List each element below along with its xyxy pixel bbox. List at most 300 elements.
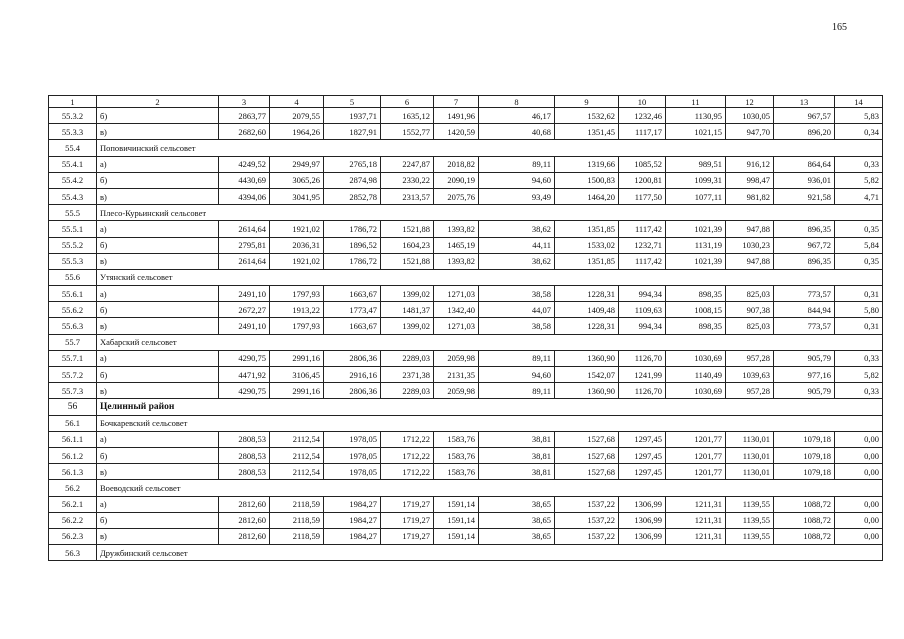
- cell-value: 1342,40: [434, 302, 479, 318]
- row-code: 56.2.3: [49, 528, 97, 544]
- cell-value: 38,62: [479, 221, 555, 237]
- cell-value: 93,49: [479, 188, 555, 204]
- cell-value: 2874,98: [324, 172, 381, 188]
- cell-value: 773,57: [774, 318, 835, 334]
- row-code: 56.2: [49, 480, 97, 496]
- cell-value: 1719,27: [381, 528, 434, 544]
- cell-value: 1591,14: [434, 496, 479, 512]
- cell-value: 1399,02: [381, 286, 434, 302]
- section-title: Дружбинский сельсовет: [97, 545, 883, 561]
- cell-value: 2371,38: [381, 367, 434, 383]
- column-number: 7: [434, 96, 479, 108]
- cell-value: 38,81: [479, 431, 555, 447]
- cell-value: 2949,97: [270, 156, 324, 172]
- cell-value: 1984,27: [324, 528, 381, 544]
- cell-value: 1030,05: [726, 108, 774, 124]
- row-code: 55.5: [49, 205, 97, 221]
- cell-value: 1139,55: [726, 528, 774, 544]
- cell-value: 1537,22: [555, 496, 619, 512]
- row-code: 56.1.1: [49, 431, 97, 447]
- cell-value: 1351,85: [555, 253, 619, 269]
- cell-value: 947,88: [726, 253, 774, 269]
- cell-value: 4430,69: [219, 172, 270, 188]
- page-number: 165: [832, 22, 847, 33]
- row-code: 55.3.3: [49, 124, 97, 140]
- cell-value: 2289,03: [381, 383, 434, 399]
- cell-value: 2491,10: [219, 318, 270, 334]
- cell-value: 947,88: [726, 221, 774, 237]
- row-variant: а): [97, 350, 219, 366]
- cell-value: 2313,57: [381, 188, 434, 204]
- cell-value: 1079,18: [774, 464, 835, 480]
- cell-value: 2812,60: [219, 528, 270, 544]
- cell-value: 1139,55: [726, 512, 774, 528]
- cell-value: 2806,36: [324, 350, 381, 366]
- cell-value: 2808,53: [219, 464, 270, 480]
- district-row: [49, 399, 883, 415]
- row-code: 55.6: [49, 269, 97, 285]
- table-row: [49, 383, 883, 399]
- cell-value: 2852,78: [324, 188, 381, 204]
- cell-value: 1719,27: [381, 512, 434, 528]
- cell-value: 1140,49: [666, 367, 726, 383]
- cell-value: 1030,69: [666, 383, 726, 399]
- cell-value: 1201,77: [666, 447, 726, 463]
- row-code: 56.2.2: [49, 512, 97, 528]
- cell-value: 38,65: [479, 496, 555, 512]
- cell-value: 89,11: [479, 383, 555, 399]
- cell-value: 1420,59: [434, 124, 479, 140]
- cell-value: 5,80: [835, 302, 883, 318]
- cell-value: 1211,31: [666, 528, 726, 544]
- row-variant: в): [97, 528, 219, 544]
- table-row: [49, 188, 883, 204]
- column-number: 3: [219, 96, 270, 108]
- cell-value: 1271,03: [434, 286, 479, 302]
- cell-value: 38,58: [479, 318, 555, 334]
- cell-value: 1228,31: [555, 286, 619, 302]
- section-row: [49, 415, 883, 431]
- district-title: Целинный район: [97, 399, 883, 415]
- section-row: [49, 334, 883, 350]
- cell-value: 1306,99: [619, 512, 666, 528]
- column-number: 4: [270, 96, 324, 108]
- cell-value: 1109,63: [619, 302, 666, 318]
- cell-value: 0,33: [835, 350, 883, 366]
- cell-value: 1978,05: [324, 447, 381, 463]
- cell-value: 2112,54: [270, 431, 324, 447]
- row-variant: б): [97, 172, 219, 188]
- cell-value: 2079,55: [270, 108, 324, 124]
- cell-value: 0,00: [835, 447, 883, 463]
- cell-value: 2289,03: [381, 350, 434, 366]
- cell-value: 998,47: [726, 172, 774, 188]
- row-code: 56.3: [49, 545, 97, 561]
- row-variant: б): [97, 447, 219, 463]
- row-variant: а): [97, 496, 219, 512]
- cell-value: 896,35: [774, 253, 835, 269]
- row-code: 55.7.1: [49, 350, 97, 366]
- cell-value: 2075,76: [434, 188, 479, 204]
- cell-value: 1077,11: [666, 188, 726, 204]
- cell-value: 957,28: [726, 350, 774, 366]
- cell-value: 1527,68: [555, 431, 619, 447]
- cell-value: 1126,70: [619, 350, 666, 366]
- cell-value: 1351,45: [555, 124, 619, 140]
- cell-value: 0,00: [835, 512, 883, 528]
- cell-value: 1130,01: [726, 447, 774, 463]
- cell-value: 2672,27: [219, 302, 270, 318]
- cell-value: 864,64: [774, 156, 835, 172]
- cell-value: 1139,55: [726, 496, 774, 512]
- cell-value: 1937,71: [324, 108, 381, 124]
- cell-value: 3106,45: [270, 367, 324, 383]
- cell-value: 1030,23: [726, 237, 774, 253]
- cell-value: 4290,75: [219, 383, 270, 399]
- cell-value: 1797,93: [270, 318, 324, 334]
- section-row: [49, 269, 883, 285]
- cell-value: 38,65: [479, 512, 555, 528]
- cell-value: 825,03: [726, 318, 774, 334]
- cell-value: 916,12: [726, 156, 774, 172]
- cell-value: 989,51: [666, 156, 726, 172]
- cell-value: 1030,69: [666, 350, 726, 366]
- cell-value: 0,31: [835, 318, 883, 334]
- cell-value: 1521,88: [381, 221, 434, 237]
- cell-value: 1527,68: [555, 464, 619, 480]
- cell-value: 1964,26: [270, 124, 324, 140]
- cell-value: 1786,72: [324, 253, 381, 269]
- cell-value: 38,81: [479, 464, 555, 480]
- cell-value: 1039,63: [726, 367, 774, 383]
- row-variant: в): [97, 188, 219, 204]
- cell-value: 1130,01: [726, 431, 774, 447]
- cell-value: 1211,31: [666, 496, 726, 512]
- row-code: 56.1.2: [49, 447, 97, 463]
- column-number: 1: [49, 96, 97, 108]
- cell-value: 5,82: [835, 367, 883, 383]
- cell-value: 1088,72: [774, 496, 835, 512]
- row-variant: б): [97, 367, 219, 383]
- cell-value: 4,71: [835, 188, 883, 204]
- cell-value: 1130,95: [666, 108, 726, 124]
- cell-value: 898,35: [666, 286, 726, 302]
- cell-value: 0,35: [835, 221, 883, 237]
- cell-value: 1465,19: [434, 237, 479, 253]
- row-code: 55.7.3: [49, 383, 97, 399]
- cell-value: 2330,22: [381, 172, 434, 188]
- cell-value: 1130,01: [726, 464, 774, 480]
- table-row: [49, 528, 883, 544]
- cell-value: 1360,90: [555, 350, 619, 366]
- cell-value: 1241,99: [619, 367, 666, 383]
- cell-value: 994,34: [619, 318, 666, 334]
- row-code: 55.5.1: [49, 221, 97, 237]
- row-code: 56.1: [49, 415, 97, 431]
- row-variant: в): [97, 383, 219, 399]
- cell-value: 0,31: [835, 286, 883, 302]
- cell-value: 94,60: [479, 367, 555, 383]
- section-title: Бочкаревский сельсовет: [97, 415, 883, 431]
- cell-value: 1126,70: [619, 383, 666, 399]
- column-number: 6: [381, 96, 434, 108]
- cell-value: 1537,22: [555, 528, 619, 544]
- cell-value: 1978,05: [324, 464, 381, 480]
- cell-value: 1117,42: [619, 253, 666, 269]
- cell-value: 896,35: [774, 221, 835, 237]
- cell-value: 0,33: [835, 383, 883, 399]
- column-number: 8: [479, 96, 555, 108]
- cell-value: 4249,52: [219, 156, 270, 172]
- cell-value: 1663,67: [324, 318, 381, 334]
- section-row: [49, 205, 883, 221]
- row-code: 55.7: [49, 334, 97, 350]
- cell-value: 1200,81: [619, 172, 666, 188]
- table-row: [49, 221, 883, 237]
- cell-value: 967,57: [774, 108, 835, 124]
- cell-value: 1399,02: [381, 318, 434, 334]
- cell-value: 994,34: [619, 286, 666, 302]
- cell-value: 2765,18: [324, 156, 381, 172]
- cell-value: 2131,35: [434, 367, 479, 383]
- row-code: 55.4.2: [49, 172, 97, 188]
- cell-value: 1527,68: [555, 447, 619, 463]
- cell-value: 936,01: [774, 172, 835, 188]
- cell-value: 1228,31: [555, 318, 619, 334]
- cell-value: 1079,18: [774, 447, 835, 463]
- cell-value: 1663,67: [324, 286, 381, 302]
- cell-value: 1232,46: [619, 108, 666, 124]
- cell-value: 2808,53: [219, 447, 270, 463]
- column-number: 13: [774, 96, 835, 108]
- cell-value: 1201,77: [666, 464, 726, 480]
- row-code: 55.6.3: [49, 318, 97, 334]
- cell-value: 5,83: [835, 108, 883, 124]
- cell-value: 1712,22: [381, 447, 434, 463]
- cell-value: 1913,22: [270, 302, 324, 318]
- row-code: 55.6.1: [49, 286, 97, 302]
- cell-value: 1306,99: [619, 496, 666, 512]
- cell-value: 2112,54: [270, 447, 324, 463]
- cell-value: 2491,10: [219, 286, 270, 302]
- row-code: 55.6.2: [49, 302, 97, 318]
- cell-value: 2682,60: [219, 124, 270, 140]
- cell-value: 1533,02: [555, 237, 619, 253]
- cell-value: 1532,62: [555, 108, 619, 124]
- cell-value: 1393,82: [434, 221, 479, 237]
- cell-value: 2614,64: [219, 253, 270, 269]
- cell-value: 38,65: [479, 528, 555, 544]
- table-row: [49, 431, 883, 447]
- table-row: [49, 512, 883, 528]
- cell-value: 773,57: [774, 286, 835, 302]
- table-row: [49, 286, 883, 302]
- cell-value: 1583,76: [434, 464, 479, 480]
- cell-value: 1306,99: [619, 528, 666, 544]
- cell-value: 1088,72: [774, 528, 835, 544]
- cell-value: 1984,27: [324, 496, 381, 512]
- row-code: 55.5.2: [49, 237, 97, 253]
- table-row: [49, 350, 883, 366]
- cell-value: 1921,02: [270, 221, 324, 237]
- row-code: 55.4.3: [49, 188, 97, 204]
- cell-value: 1978,05: [324, 431, 381, 447]
- cell-value: 2090,19: [434, 172, 479, 188]
- row-code: 55.5.3: [49, 253, 97, 269]
- cell-value: 2991,16: [270, 383, 324, 399]
- cell-value: 1319,66: [555, 156, 619, 172]
- cell-value: 2806,36: [324, 383, 381, 399]
- section-title: Хабарский сельсовет: [97, 334, 883, 350]
- cell-value: 44,11: [479, 237, 555, 253]
- cell-value: 1491,96: [434, 108, 479, 124]
- row-code: 56.2.1: [49, 496, 97, 512]
- cell-value: 1393,82: [434, 253, 479, 269]
- cell-value: 1786,72: [324, 221, 381, 237]
- cell-value: 921,58: [774, 188, 835, 204]
- cell-value: 1085,52: [619, 156, 666, 172]
- cell-value: 977,16: [774, 367, 835, 383]
- cell-value: 40,68: [479, 124, 555, 140]
- table-row: [49, 318, 883, 334]
- section-title: Утянский сельсовет: [97, 269, 883, 285]
- cell-value: 1712,22: [381, 464, 434, 480]
- cell-value: 4471,92: [219, 367, 270, 383]
- cell-value: 1500,83: [555, 172, 619, 188]
- cell-value: 2036,31: [270, 237, 324, 253]
- column-number: 11: [666, 96, 726, 108]
- cell-value: 2112,54: [270, 464, 324, 480]
- row-variant: в): [97, 253, 219, 269]
- section-row: [49, 545, 883, 561]
- cell-value: 1297,45: [619, 447, 666, 463]
- row-variant: б): [97, 108, 219, 124]
- cell-value: 2808,53: [219, 431, 270, 447]
- cell-value: 1481,37: [381, 302, 434, 318]
- cell-value: 1712,22: [381, 431, 434, 447]
- cell-value: 1177,50: [619, 188, 666, 204]
- cell-value: 1297,45: [619, 464, 666, 480]
- section-row: [49, 140, 883, 156]
- cell-value: 967,72: [774, 237, 835, 253]
- cell-value: 1297,45: [619, 431, 666, 447]
- cell-value: 89,11: [479, 350, 555, 366]
- row-variant: а): [97, 431, 219, 447]
- cell-value: 1117,17: [619, 124, 666, 140]
- cell-value: 2118,59: [270, 512, 324, 528]
- cell-value: 3041,95: [270, 188, 324, 204]
- cell-value: 1827,91: [324, 124, 381, 140]
- cell-value: 1521,88: [381, 253, 434, 269]
- cell-value: 5,84: [835, 237, 883, 253]
- cell-value: 1099,31: [666, 172, 726, 188]
- cell-value: 844,94: [774, 302, 835, 318]
- column-number: 10: [619, 96, 666, 108]
- cell-value: 4394,06: [219, 188, 270, 204]
- cell-value: 2018,82: [434, 156, 479, 172]
- column-number: 14: [835, 96, 883, 108]
- table-row: [49, 124, 883, 140]
- row-variant: б): [97, 237, 219, 253]
- cell-value: 2863,77: [219, 108, 270, 124]
- row-code: 55.4.1: [49, 156, 97, 172]
- table-body: [49, 96, 883, 561]
- row-code: 55.7.2: [49, 367, 97, 383]
- cell-value: 2812,60: [219, 512, 270, 528]
- cell-value: 1211,31: [666, 512, 726, 528]
- cell-value: 2991,16: [270, 350, 324, 366]
- cell-value: 1896,52: [324, 237, 381, 253]
- row-code: 56.1.3: [49, 464, 97, 480]
- column-number: 2: [97, 96, 219, 108]
- table-row: [49, 253, 883, 269]
- cell-value: 0,00: [835, 496, 883, 512]
- cell-value: 1591,14: [434, 528, 479, 544]
- cell-value: 1773,47: [324, 302, 381, 318]
- cell-value: 1542,07: [555, 367, 619, 383]
- cell-value: 1583,76: [434, 431, 479, 447]
- cell-value: 0,35: [835, 253, 883, 269]
- cell-value: 4290,75: [219, 350, 270, 366]
- cell-value: 94,60: [479, 172, 555, 188]
- cell-value: 38,58: [479, 286, 555, 302]
- row-code: 56: [49, 399, 97, 415]
- cell-value: 896,20: [774, 124, 835, 140]
- cell-value: 2247,87: [381, 156, 434, 172]
- cell-value: 1635,12: [381, 108, 434, 124]
- cell-value: 1008,15: [666, 302, 726, 318]
- section-title: Воеводский сельсовет: [97, 480, 883, 496]
- cell-value: 898,35: [666, 318, 726, 334]
- cell-value: 1409,48: [555, 302, 619, 318]
- cell-value: 1360,90: [555, 383, 619, 399]
- cell-value: 1131,19: [666, 237, 726, 253]
- table-header-row: [49, 96, 883, 108]
- cell-value: 1537,22: [555, 512, 619, 528]
- cell-value: 957,28: [726, 383, 774, 399]
- section-title: Поповичинский сельсовет: [97, 140, 883, 156]
- row-variant: б): [97, 512, 219, 528]
- cell-value: 1021,39: [666, 221, 726, 237]
- cell-value: 46,17: [479, 108, 555, 124]
- cell-value: 1021,39: [666, 253, 726, 269]
- cell-value: 0,33: [835, 156, 883, 172]
- row-variant: в): [97, 124, 219, 140]
- cell-value: 44,07: [479, 302, 555, 318]
- section-row: [49, 480, 883, 496]
- row-variant: б): [97, 302, 219, 318]
- cell-value: 1351,85: [555, 221, 619, 237]
- cell-value: 2916,16: [324, 367, 381, 383]
- cell-value: 0,00: [835, 464, 883, 480]
- cell-value: 2118,59: [270, 528, 324, 544]
- cell-value: 1984,27: [324, 512, 381, 528]
- cell-value: 1591,14: [434, 512, 479, 528]
- table-row: [49, 447, 883, 463]
- column-number: 5: [324, 96, 381, 108]
- table-row: [49, 464, 883, 480]
- cell-value: 907,38: [726, 302, 774, 318]
- cell-value: 905,79: [774, 383, 835, 399]
- table-row: [49, 156, 883, 172]
- cell-value: 2118,59: [270, 496, 324, 512]
- cell-value: 1583,76: [434, 447, 479, 463]
- row-variant: а): [97, 286, 219, 302]
- cell-value: 825,03: [726, 286, 774, 302]
- column-number: 9: [555, 96, 619, 108]
- cell-value: 1079,18: [774, 431, 835, 447]
- table-row: [49, 496, 883, 512]
